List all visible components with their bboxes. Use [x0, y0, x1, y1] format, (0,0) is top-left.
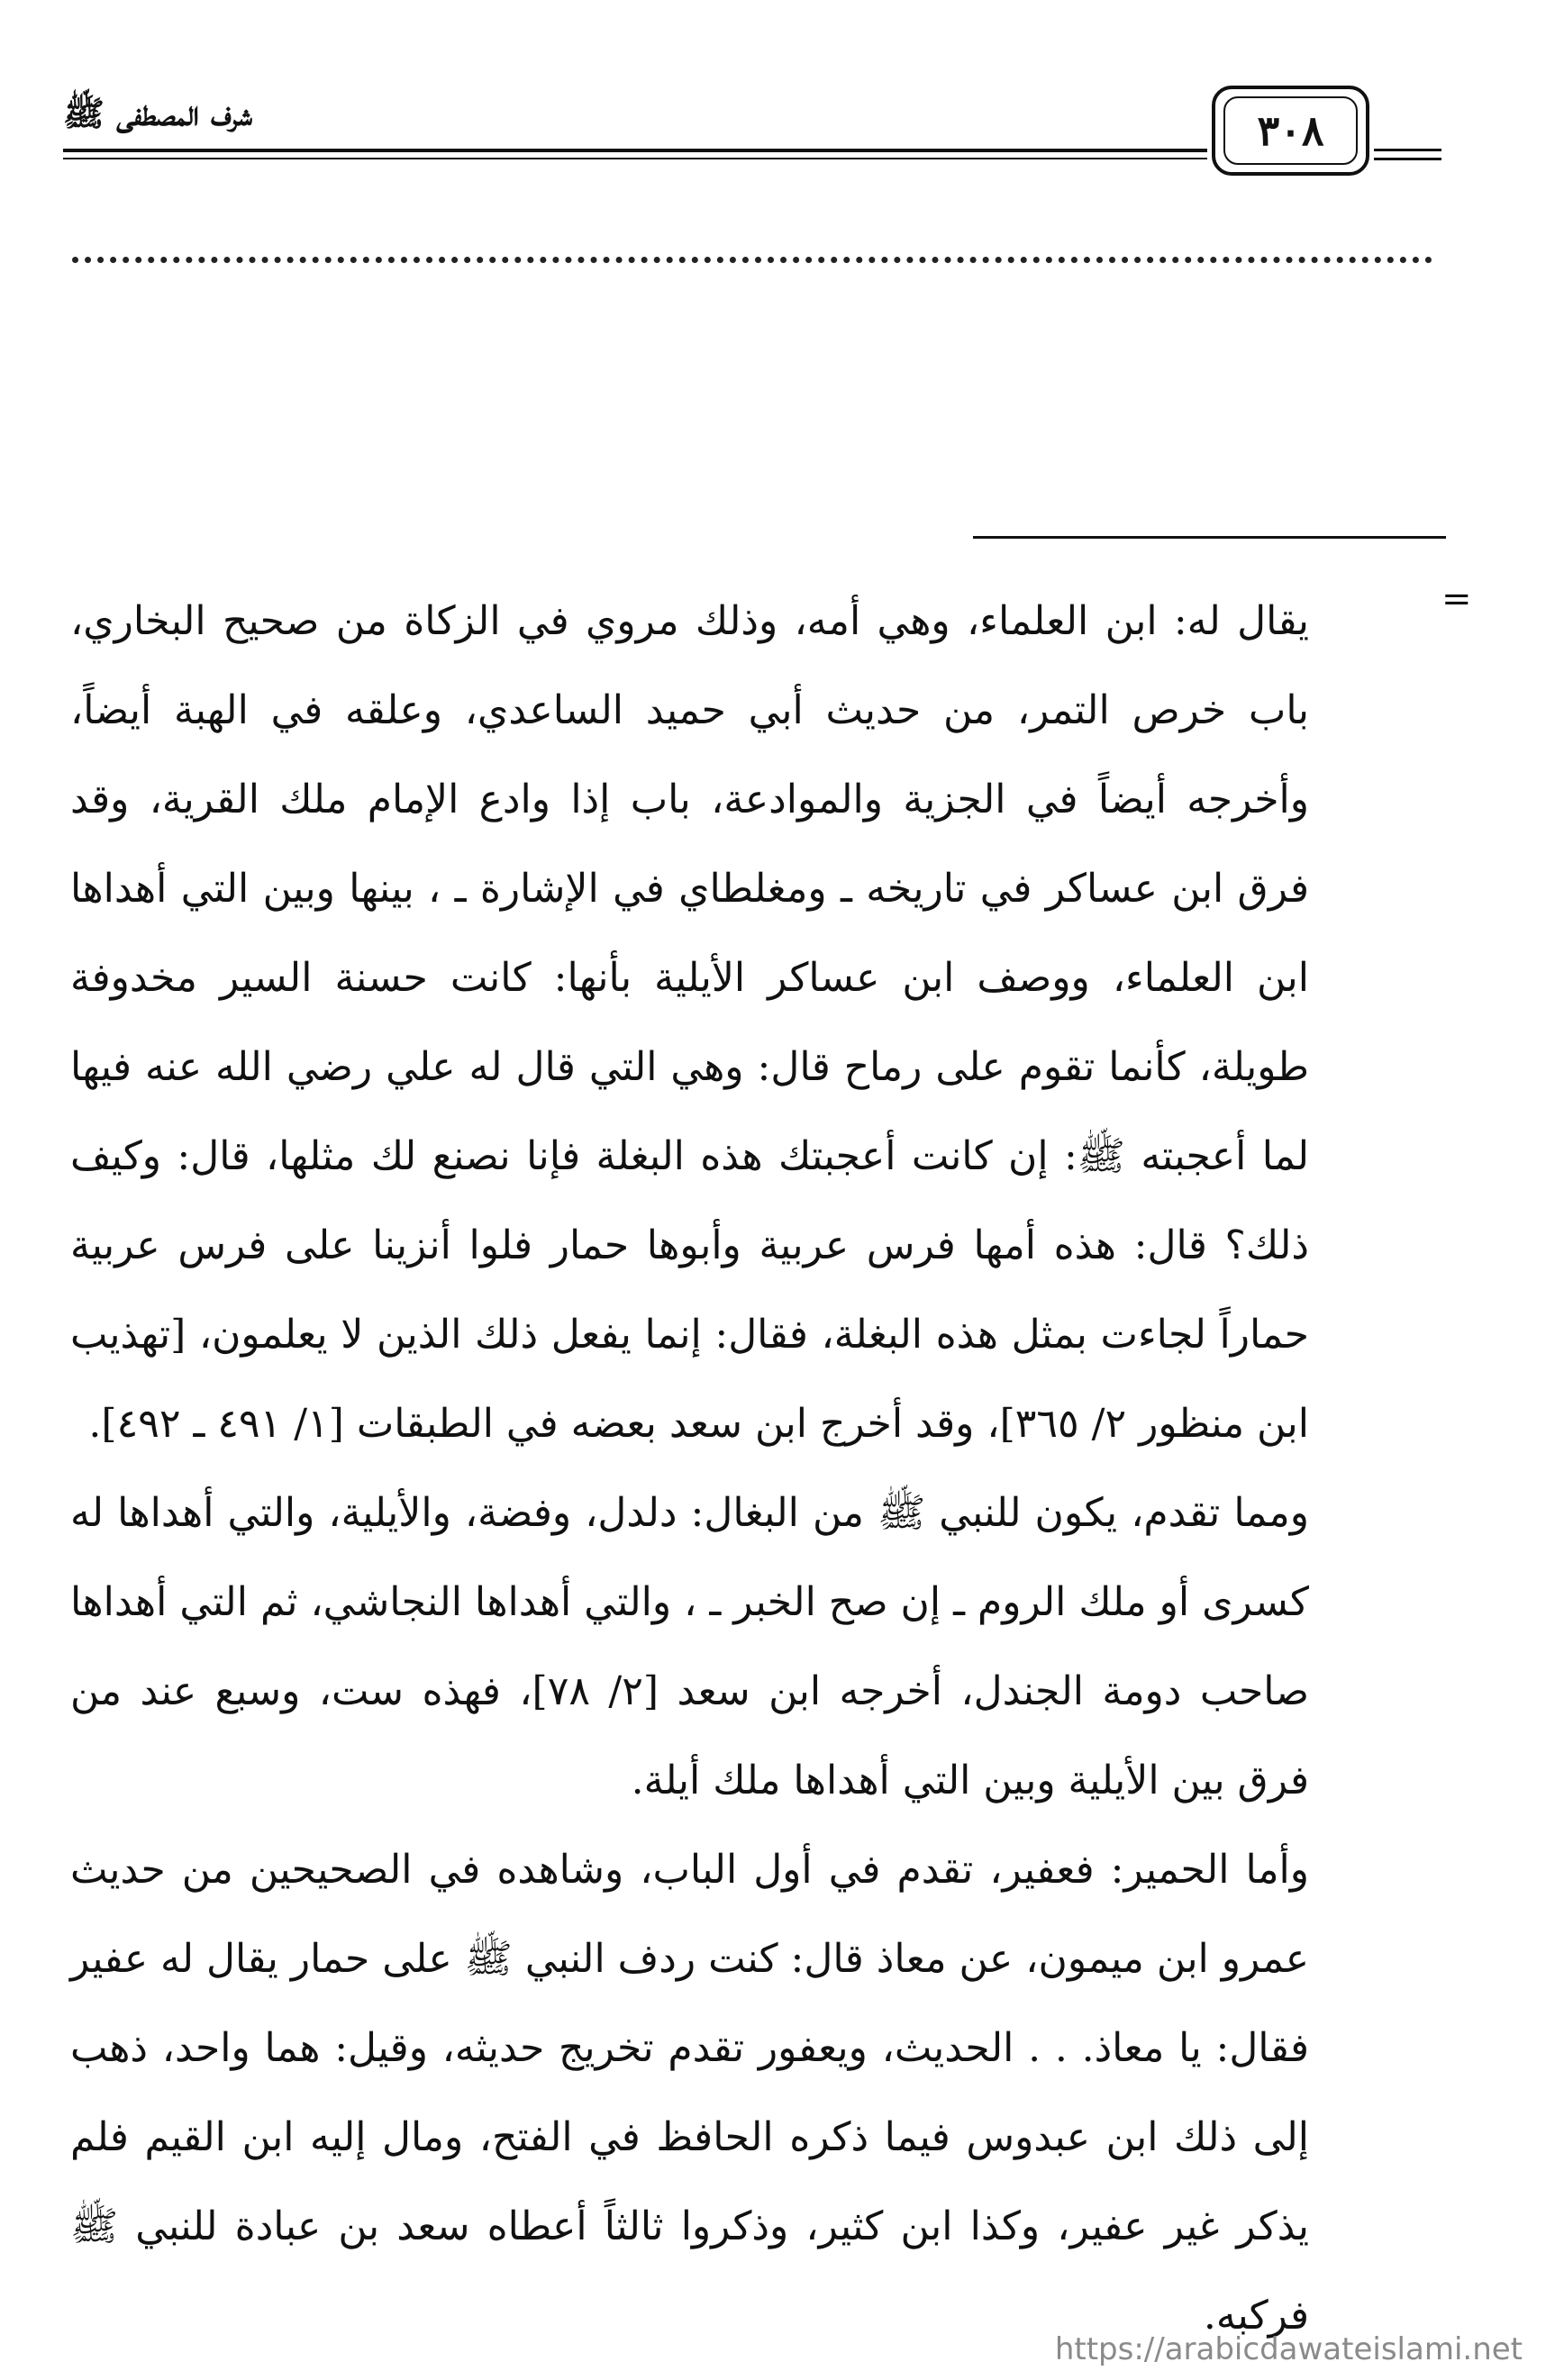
page-number-frame [1212, 86, 1369, 176]
page-header [63, 86, 1441, 185]
header-rule [63, 149, 1207, 152]
continuation-mark: = [1441, 578, 1472, 620]
page-number: ٣٠٨ [1223, 96, 1358, 165]
header-rule-right [1374, 149, 1441, 151]
watermark-url: https://arabicdawateislami.net [1054, 2331, 1523, 2367]
footnote-paragraph-2: ومما تقدم، يكون للنبي ﷺ من البغال: دلدل، وفضة، والأيلية، والتي أهداها له كسرى أو ملك الروم ـ إن صح الخبر ـ ، والتي أهداها النجاشي، ثم التي أهداها صاحب دومة الجندل، أخرجه ابن سعد [٢/ ٧٨]، فهذه ست، وسبع عند من فرق بين الأيلية وبين التي أهداها ملك أيلة. [70, 1490, 1309, 1803]
header-rule-right-thin [1374, 158, 1441, 160]
footnote-paragraph-3: وأما الحمير: فعفير، تقدم في أول الباب، وشاهده في الصحيحين من حديث عمرو ابن ميمون، عن معاذ قال: كنت ردف النبي ﷺ على حمار يقال له عفير فقال: يا معاذ. . . الحديث، ويعفور تقدم تخريج حديثه، وقيل: هما واحد، ذهب إلى ذلك ابن عبدوس فيما ذكره الحافظ في الفتح، ومال إليه ابن القيم فلم يذكر غير عفير، وكذا ابن كثير، وذكروا ثالثاً أعطاه سعد بن عبادة للنبي ﷺ فركبه. [70, 1847, 1309, 2339]
footnote-text [70, 577, 1309, 2360]
header-rule-thin [63, 158, 1207, 159]
footnote-paragraph-1: يقال له: ابن العلماء، وهي أمه، وذلك مروي في الزكاة من صحيح البخاري، باب خرص التمر، من حديث أبي حميد الساعدي، وعلقه في الهبة أيضاً، وأخرجه أيضاً في الجزية والموادعة، باب إذا وادع الإمام ملك القرية، وقد فرق ابن عساكر في تاريخه ـ ومغلطاي في الإشارة ـ ، بينها وبين التي أهداها ابن العلماء، ووصف ابن عساكر الأيلية بأنها: كانت حسنة السير مخدوفة طويلة، كأنما تقوم على رماح قال: وهي التي قال له علي رضي الله عنه فيها لما أعجبته ﷺ: إن كانت أعجبتك هذه البغلة فإنا نصنع لك مثلها، قال: وكيف ذلك؟ قال: هذه أمها فرس عربية وأبوها حمار فلوا أنزينا على فرس عربية حماراً لجاءت بمثل هذه البغلة، فقال: إنما يفعل ذلك الذين لا يعلمون، [تهذيب ابن منظور ٢/ ٣٦٥]، وقد أخرج ابن سعد بعضه في الطبقات [١/ ٤٩١ ـ ٤٩٢]. [70, 598, 1309, 1447]
footnote-rule [973, 536, 1446, 539]
running-title: شرف المصطفى ﷺ [63, 93, 252, 133]
dotted-separator [72, 257, 1432, 263]
